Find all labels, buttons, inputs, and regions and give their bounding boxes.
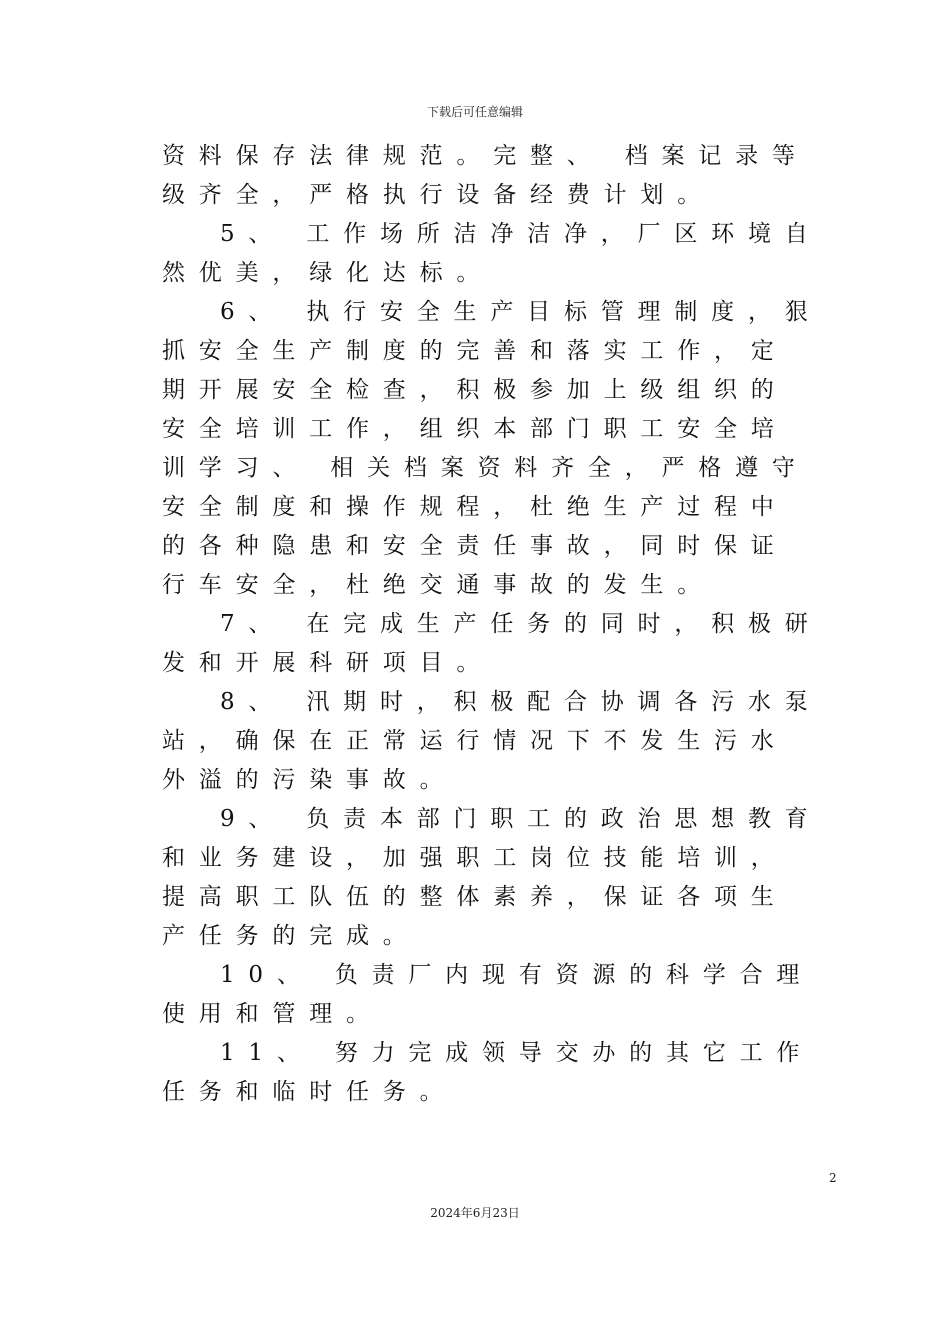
text-line: 级齐全，严格执行设备经费计划。	[162, 182, 714, 208]
text-line: 期开展安全检查，积极参加上级组织的	[162, 377, 788, 403]
text-line: 产任务的完成。	[162, 923, 420, 949]
text-line: 的各种隐患和安全责任事故，同时保证	[162, 533, 788, 559]
text-line: 安全培训工作，组织本部门职工安全培	[162, 416, 788, 442]
text-line: 8、 汛期时，积极配合协调各污水泵	[220, 689, 822, 715]
text-line: 提高职工队伍的整体素养，保证各项生	[162, 884, 788, 910]
text-line: 然优美，绿化达标。	[162, 260, 494, 286]
text-line: 任务和临时任务。	[162, 1079, 457, 1105]
text-line: 训学习、 相关档案资料齐全，严格遵守	[162, 455, 809, 481]
document-body	[162, 137, 832, 1112]
text-line: 和业务建设，加强职工岗位技能培训，	[162, 845, 788, 871]
text-line: 9、 负责本部门职工的政治思想教育	[220, 806, 822, 832]
text-line: 站，确保在正常运行情况下不发生污水	[162, 728, 788, 754]
text-line: 11、 努力完成领导交办的其它工作	[220, 1040, 814, 1066]
text-line: 发和开展科研项目。	[162, 650, 494, 676]
text-line: 安全制度和操作规程，杜绝生产过程中	[162, 494, 788, 520]
text-line: 10、 负责厂内现有资源的科学合理	[220, 962, 814, 988]
page-number: 2	[829, 1171, 837, 1185]
text-line: 5、 工作场所洁净洁净，厂区环境自	[220, 221, 822, 247]
text-line: 6、 执行安全生产目标管理制度，狠	[220, 299, 822, 325]
text-line: 外溢的污染事故。	[162, 767, 457, 793]
page-header: 下载后可任意编辑	[426, 105, 523, 119]
page-footer-date: 2024年6月23日	[430, 1206, 520, 1220]
text-line: 资料保存法律规范。完整、 档案记录等	[162, 143, 809, 169]
text-line: 行车安全，杜绝交通事故的发生。	[162, 572, 714, 598]
text-line: 抓安全生产制度的完善和落实工作，定	[162, 338, 788, 364]
text-line: 7、 在完成生产任务的同时，积极研	[220, 611, 822, 637]
text-line: 使用和管理。	[162, 1001, 383, 1027]
